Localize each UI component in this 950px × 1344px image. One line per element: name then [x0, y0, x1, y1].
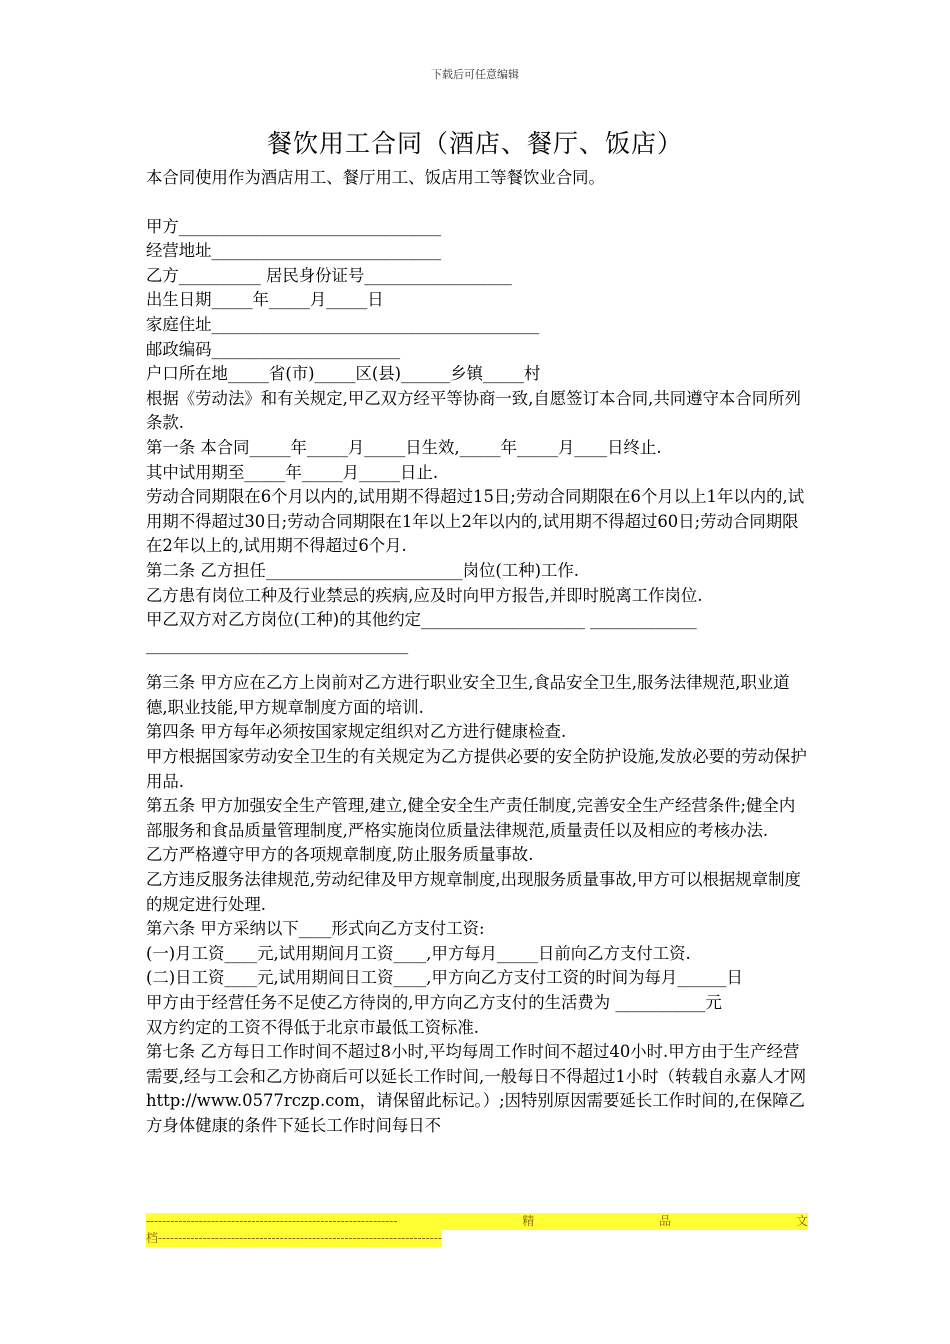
paragraph-article-6: 第六条 甲方采纳以下____形式向乙方支付工资: — [146, 919, 485, 939]
paragraph-rule-compliance: 乙方严格遵守甲方的各项规章制度,防止服务质量事故. — [146, 845, 534, 865]
header-note: 下载后可任意编辑 — [431, 68, 519, 81]
paragraph-article-2: 第二条 乙方担任________________________岗位(工种)工作. — [146, 560, 579, 580]
footer-watermark — [146, 1213, 808, 1252]
paragraph-standby-allowance: 甲方由于经营任务不足使乙方待岗的,甲方向乙方支付的生活费为 ___________元 — [146, 993, 722, 1012]
document-body — [146, 166, 808, 1139]
footer-word: 文 — [795, 1214, 808, 1228]
footer-word: 精 — [522, 1214, 535, 1228]
paragraph-preamble: 根据《劳动法》和有关规定,甲乙双方经平等协商一致,自愿签订本合同,共同遵守本合同所列条款. — [146, 388, 801, 433]
intro-line: 本合同使用作为酒店用工、餐厅用工、饭店用工等餐饮业合同。 — [146, 168, 605, 187]
paragraph-article-7: 第七条 乙方每日工作时间不超过8小时,平均每周工作时间不超过40小时.甲方由于生产经营需要,经与工会和乙方协商后可以延长工作时间,一般每日不得超过1小时（转载自永嘉人才网 http://www.0577rczp.com，请保留此标记。）;因特别原因需要延长工作时间的,在保障乙方身体健康的条件下延长工作时间每日不 — [146, 1042, 807, 1135]
footer-line-2: 档---------------------------------------------------------------------- — [146, 1231, 442, 1245]
footer-word: 品 — [659, 1214, 672, 1228]
paragraph-probation-rules: 劳动合同期限在6个月以内的,试用期不得超过15日;劳动合同期限在6个月以上1年以内的,试用期不得超过30日;劳动合同期限在1年以上2年以内的,试用期不得超过60日;劳动合同期限在2年以上的,试用期不得超过6个月. — [146, 487, 805, 556]
field-postal-code: 邮政编码_______________________ — [146, 339, 401, 359]
footer-dashes: -------------------------------------------------------------- — [146, 1214, 398, 1228]
field-party-a: 甲方________________________________ — [146, 216, 442, 236]
paragraph-daily-wage: (二)日工资____元,试用期间日工资____,甲方向乙方支付工资的时间为每月______日 — [146, 968, 743, 988]
paragraph-article-4: 第四条 甲方每年必须按国家规定组织对乙方进行健康检查. — [146, 722, 567, 742]
paragraph-minimum-wage: 双方约定的工资不得低于北京市最低工资标准. — [146, 1017, 480, 1037]
paragraph-disease-report: 乙方患有岗位工种及行业禁忌的疾病,应及时向甲方报告,并即时脱离工作岗位. — [146, 585, 703, 605]
paragraph-other-agreements: 甲乙双方对乙方岗位(工种)的其他约定____________________ _____________ ________________________________ — [146, 610, 697, 654]
field-party-b-id: 乙方__________ 居民身份证号__________________ — [146, 265, 512, 285]
document-title: 餐饮用工合同（酒店、餐厅、饭店） — [266, 129, 683, 158]
field-business-address: 经营地址____________________________ — [146, 241, 442, 261]
blank-line — [146, 657, 808, 671]
paragraph-violation-handling: 乙方违反服务法律规范,劳动纪律及甲方规章制度,出现服务质量事故,甲方可以根据规章制度的规定进行处理. — [146, 870, 801, 914]
paragraph-probation-end: 其中试用期至_____年_____月_____日止. — [146, 462, 439, 482]
footer-line-1 — [146, 1213, 808, 1230]
blank-line — [146, 191, 808, 215]
field-birth-date: 出生日期_____年_____月_____日 — [146, 290, 384, 310]
field-home-address: 家庭住址________________________________________ — [146, 314, 540, 334]
field-household-registration: 户口所在地_____省(市)_____区(县)______乡镇_____村 — [146, 364, 541, 384]
paragraph-safety-equipment: 甲方根据国家劳动安全卫生的有关规定为乙方提供必要的安全防护设施,发放必要的劳动保护用品. — [146, 747, 807, 791]
paragraph-monthly-wage: (一)月工资____元,试用期间月工资____,甲方每月_____日前向乙方支付工资. — [146, 943, 691, 963]
paragraph-article-1: 第一条 本合同_____年_____月_____日生效,_____年_____月____日终止. — [146, 437, 662, 457]
paragraph-article-5: 第五条 甲方加强安全生产管理,建立,健全安全生产责任制度,完善安全生产经营条件;健全内部服务和食品质量管理制度,严格实施岗位质量法律规范,质量责任以及相应的考核办法. — [146, 796, 796, 840]
paragraph-article-3: 第三条 甲方应在乙方上岗前对乙方进行职业安全卫生,食品安全卫生,服务法律规范,职业道德,职业技能,甲方规章制度方面的培训. — [146, 673, 790, 717]
